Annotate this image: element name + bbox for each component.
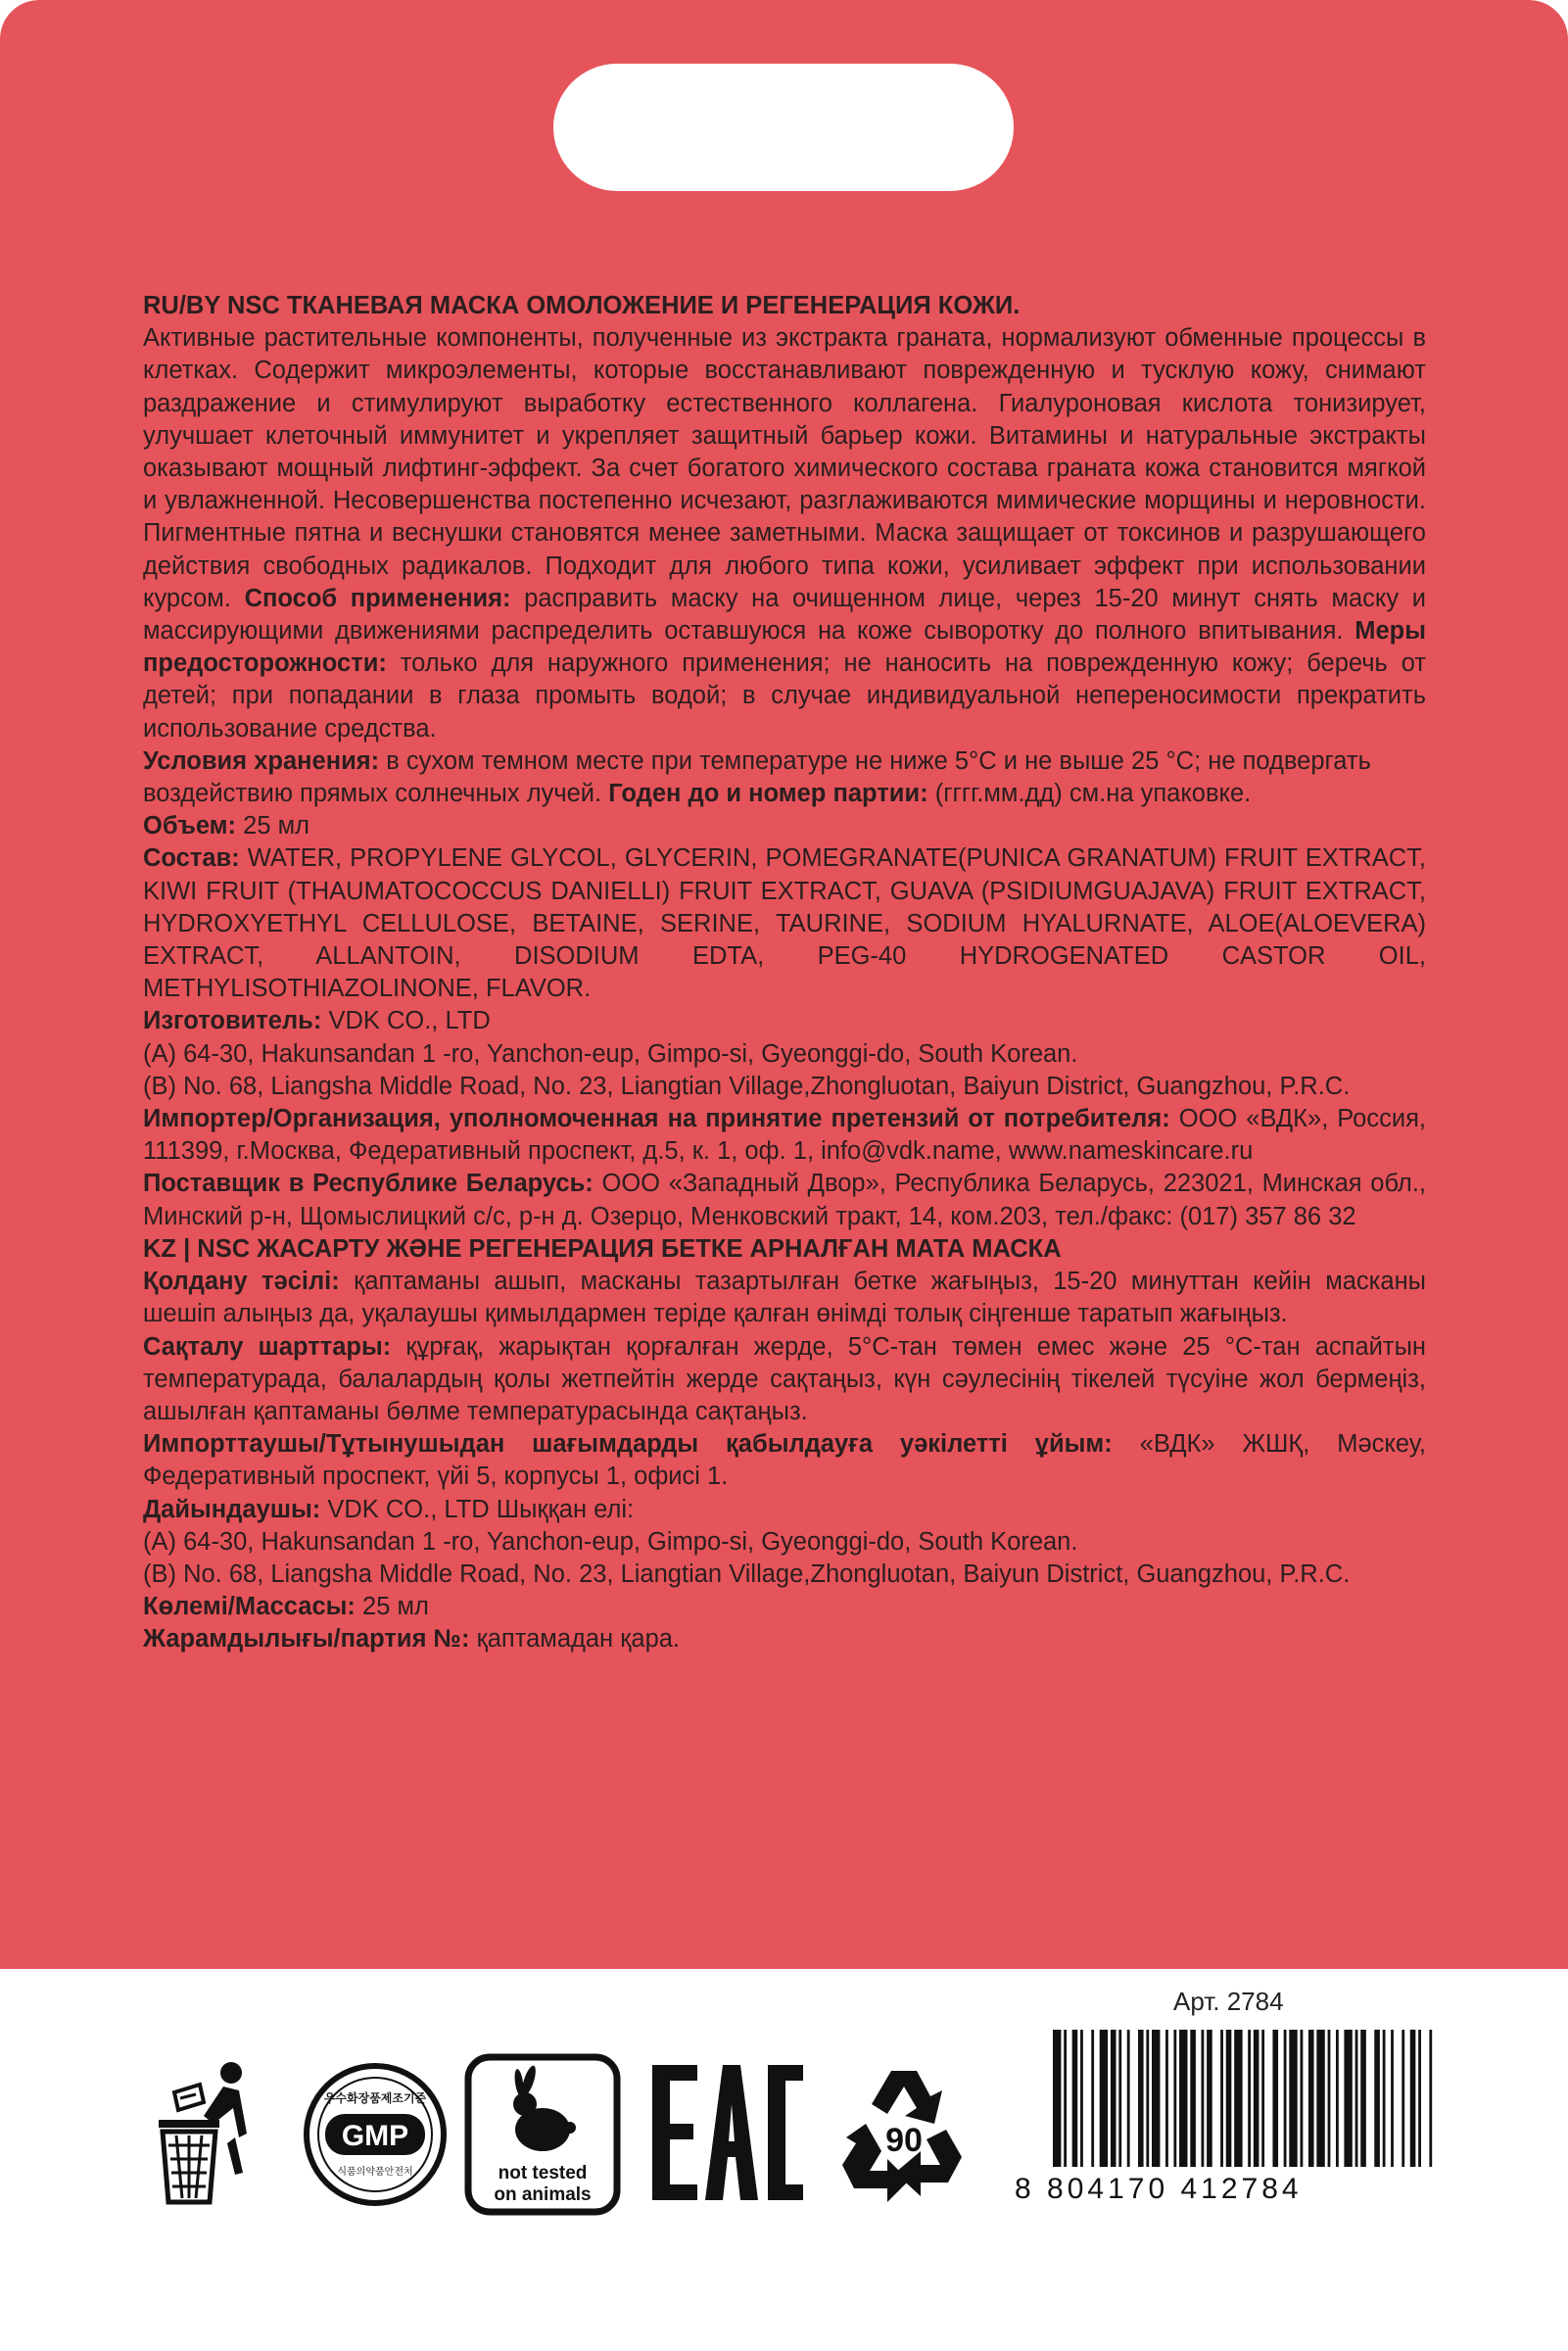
kz-manufacturer-label: Дайындаушы:	[143, 1495, 321, 1523]
barcode-bar	[1308, 2030, 1314, 2167]
barcode-bar	[1179, 2030, 1187, 2167]
barcode-bar	[1100, 2030, 1108, 2167]
barcode-bar	[1173, 2030, 1176, 2167]
barcode-bar	[1165, 2030, 1168, 2167]
not-tested-line2: on animals	[494, 2184, 592, 2205]
recycle-number: 90	[885, 2122, 923, 2159]
barcode-bar	[1138, 2030, 1144, 2167]
ingredients-text: WATER, PROPYLENE GLYCOL, GLYCERIN, POMEGRANATE(PUNICA GRANATUM) FRUIT EXTRACT, KIWI FRUIT (THAUMATOCOCCUS DANIELLI) FRUIT EXTRACT, GUAVA (PSIDIUMGUAJAVA) FRUIT EXTRACT, HYDROXYETHYL CELLULOSE, BETAINE, SERINE, TAURINE, SODIUM HYALURNATE, ALOE(ALOEVERA) EXTRACT, ALLANTOIN, DISODIUM EDTA, PEG-40 HYDROGENATED CASTOR OIL, METHYLISOTHIAZOLINONE, FLAVOR.	[143, 844, 1426, 1003]
kz-usage-text: қаптаманы ашып, масканы тазартылған бетке жағыңыз, 15-20 минуттан кейін масканы шешіп алыңыз да, уқалаушы қимылдармен теріде қалған өнімді толық сіңгенше таратып жағыңыз.	[143, 1268, 1426, 1328]
barcode-bar	[1429, 2030, 1432, 2167]
barcode-bar	[1202, 2030, 1205, 2167]
ingredients-block	[143, 842, 1426, 1005]
gmp-certification-icon	[302, 2061, 449, 2208]
kz-expiry-text: қаптамадан қара.	[476, 1625, 681, 1654]
supplier-text: ООО «Западный Двор», Республика Беларусь, 223021, Минская обл., Минский р-н, Щомыслицкий с/с, р-н д. Озерцо, Менковский тракт, 14, ком.203, тел./факс: (017) 357 86 32	[143, 1170, 1426, 1230]
expiry-text: (гггг.мм.дд) см.на упаковке.	[934, 780, 1252, 808]
storage-label: Условия хранения:	[143, 746, 380, 775]
barcode-bar	[1207, 2030, 1212, 2167]
barcode-bar	[1254, 2030, 1259, 2167]
barcode-bar	[1234, 2030, 1242, 2167]
barcode-bar	[1064, 2030, 1067, 2167]
kz-storage-text: құрғақ, жарықтан қорғалған жерде, 5°С-тан төмен емес және 25 °С-тан аспайтын температурада, балалардың қолы жетпейтін жерде сақтаңыз, күн сәулесінің тікелей түсуіне жол бермеңіз, ашылған қаптаманы бөлме температурасында сақтаңыз.	[143, 1332, 1426, 1425]
trash-bin-icon	[145, 2055, 262, 2212]
importer-label: Импортер/Организация, уполномоченная на принятие претензий от потребителя:	[143, 1105, 1170, 1133]
kz-importer-label: Импорттаушы/Тұтынушыдан шағымдарды қабылдауға уәкілетті ұйым:	[143, 1430, 1113, 1459]
supplier-block	[143, 1168, 1426, 1232]
barcode-bar	[1418, 2030, 1421, 2167]
kz-usage-label: Қолдану тәсілі:	[143, 1268, 340, 1296]
precautions-text: только для наружного применения; не наносить на поврежденную кожу; беречь от детей; при попадании в глаза промыть водой; в случае индивидуальной непереносимости прекратить использование средства.	[143, 649, 1426, 743]
barcode-bar	[1080, 2030, 1083, 2167]
kz-address-a: (A) 64-30, Hakunsandan 1 -ro, Yanchon-eup, Gimpo-si, Gyeonggi-do, South Korean.	[143, 1527, 1078, 1556]
kz-storage-label: Сақталу шарттары:	[143, 1332, 392, 1361]
manufacturer-line	[143, 1005, 1426, 1037]
not-tested-on-animals-icon	[464, 2053, 621, 2216]
barcode-bar	[1152, 2030, 1160, 2167]
barcode-bar	[1336, 2030, 1339, 2167]
ru-description: Активные растительные компоненты, полученные из экстракта граната, нормализуют обменные процессы в клетках. Содержит микроэлементы, которые восстанавливают поврежденную и тусклую кожу, снимают раздражение и стимулируют выработку естественного коллагена. Гиалуроновая кислота тонизирует, улучшает клеточный иммунитет и укрепляет защитный барьер кожи. Витамины и натуральные экстракты оказывают мощный лифтинг-эффект. За счет богатого химического состава граната кожа становится мягкой и увлажненной. Несовершенства постепенно исчезают, разглаживаются мимические морщины и неровности. Пигментные пятна и веснушки становятся менее заметными. Маска защищает от токсинов и разрушающего действия свободных радикалов. Подходит для любого типа кожи, усиливает эффект при использовании курсом.	[143, 324, 1426, 612]
volume-line	[143, 810, 1426, 842]
barcode-digits: 8 804170 412784	[1015, 2173, 1303, 2205]
barcode-bar	[1383, 2030, 1386, 2167]
kz-storage-block	[143, 1331, 1426, 1429]
volume-text: 25 мл	[243, 812, 309, 840]
precautions-label: Меры предосторожности:	[143, 617, 1426, 678]
article-number: Арт. 2784	[1173, 1987, 1284, 2016]
importer-block	[143, 1103, 1426, 1168]
barcode-bar	[1328, 2030, 1331, 2167]
kz-address-b: (B) No. 68, Liangsha Middle Road, No. 23, Liangtian Village,Zhongluotan, Baiyun District, Guangzhou, P.R.C.	[143, 1559, 1351, 1588]
gmp-label: GMP	[341, 2120, 409, 2152]
kz-volume-label: Көлемі/Массасы:	[143, 1593, 356, 1621]
not-tested-line1: not tested	[498, 2163, 588, 2183]
barcode-bar	[1248, 2030, 1251, 2167]
barcode-bar	[1391, 2030, 1394, 2167]
barcode-bar	[1374, 2030, 1380, 2167]
barcode-bar	[1127, 2030, 1130, 2167]
barcode-bar	[1190, 2030, 1196, 2167]
usage-text: расправить маску на очищенном лице, через 15-20 минут снять маску и массирующими движениями распределить оставшуюся на коже сыворотку до полного впитывания.	[143, 584, 1426, 646]
manufacturer-name: VDK CO., LTD	[328, 1007, 491, 1035]
recycle-icon	[831, 2055, 977, 2212]
manufacturer-label: Изготовитель:	[143, 1007, 322, 1035]
ingredients-label: Состав:	[143, 844, 240, 873]
barcode-bar	[1284, 2030, 1287, 2167]
eac-mark-icon	[646, 2059, 807, 2206]
barcode-bar	[1301, 2030, 1304, 2167]
kz-volume-line	[143, 1591, 1426, 1623]
barcode	[1053, 2030, 1435, 2167]
barcode-bar	[1316, 2030, 1324, 2167]
kz-importer-text: «ВДК» ЖШҚ, Мәскеу, Федеративный проспект, үйі 5, корпусы 1, офисі 1.	[143, 1430, 1426, 1491]
usage-label: Способ применения:	[244, 584, 511, 612]
supplier-label: Поставщик в Республике Беларусь:	[143, 1170, 594, 1198]
kz-expiry-label: Жарамдылығы/партия №:	[143, 1625, 470, 1654]
barcode-bar	[1146, 2030, 1149, 2167]
volume-label: Объем:	[143, 812, 237, 840]
barcode-bar	[1355, 2030, 1358, 2167]
barcode-bar	[1402, 2030, 1404, 2167]
barcode-bar	[1220, 2030, 1223, 2167]
gmp-top-text: 우수화장품제조기준	[323, 2091, 427, 2105]
kz-manufacturer-text: VDK CO., LTD Шыққан елі:	[327, 1495, 635, 1523]
hang-hole	[553, 64, 1014, 191]
address-b: (B) No. 68, Liangsha Middle Road, No. 23, Liangtian Village,Zhongluotan, Baiyun District, Guangzhou, P.R.C.	[143, 1072, 1351, 1100]
barcode-bar	[1118, 2030, 1121, 2167]
gmp-bottom-text: 식품의약품안전처	[337, 2167, 413, 2178]
kz-title: KZ | NSC ЖАСАРТУ ЖӘНЕ РЕГЕНЕРАЦИЯ БЕТКЕ АРНАЛҒАН МАТА МАСКА	[143, 1234, 1062, 1263]
barcode-bar	[1226, 2030, 1232, 2167]
kz-importer-block	[143, 1428, 1426, 1493]
ru-description-block	[143, 322, 1426, 745]
barcode-bar	[1091, 2030, 1094, 2167]
kz-expiry-line	[143, 1623, 1426, 1655]
address-a: (A) 64-30, Hakunsandan 1 -ro, Yanchon-eup, Gimpo-si, Gyeonggi-do, South Korean.	[143, 1039, 1078, 1068]
kz-volume-text: 25 мл	[362, 1593, 429, 1621]
barcode-bar	[1360, 2030, 1366, 2167]
product-description	[143, 290, 1426, 1656]
kz-manufacturer-line	[143, 1494, 1426, 1526]
barcode-bar	[1111, 2030, 1117, 2167]
barcode-bar	[1072, 2030, 1078, 2167]
barcode-bar	[1410, 2030, 1416, 2167]
barcode-bar	[1053, 2030, 1061, 2167]
importer-text: ООО «ВДК», Россия, 111399, г.Москва, Федеративный проспект, д.5, к. 1, оф. 1, info@vdk.name, www.nameskincare.ru	[143, 1105, 1426, 1166]
ru-title: RU/BY NSC ТКАНЕВАЯ МАСКА ОМОЛОЖЕНИЕ И РЕГЕНЕРАЦИЯ КОЖИ.	[143, 292, 1021, 319]
barcode-bar	[1344, 2030, 1352, 2167]
storage-block	[143, 745, 1426, 810]
expiry-label: Годен до и номер партии:	[608, 780, 928, 808]
storage-text: в сухом темном месте при температуре не ниже 5°С и не выше 25 °С; не подвергать воздействию прямых солнечных лучей.	[143, 746, 1371, 808]
barcode-bar	[1272, 2030, 1278, 2167]
kz-usage-block	[143, 1266, 1426, 1330]
barcode-bar	[1289, 2030, 1297, 2167]
barcode-bar	[1261, 2030, 1264, 2167]
